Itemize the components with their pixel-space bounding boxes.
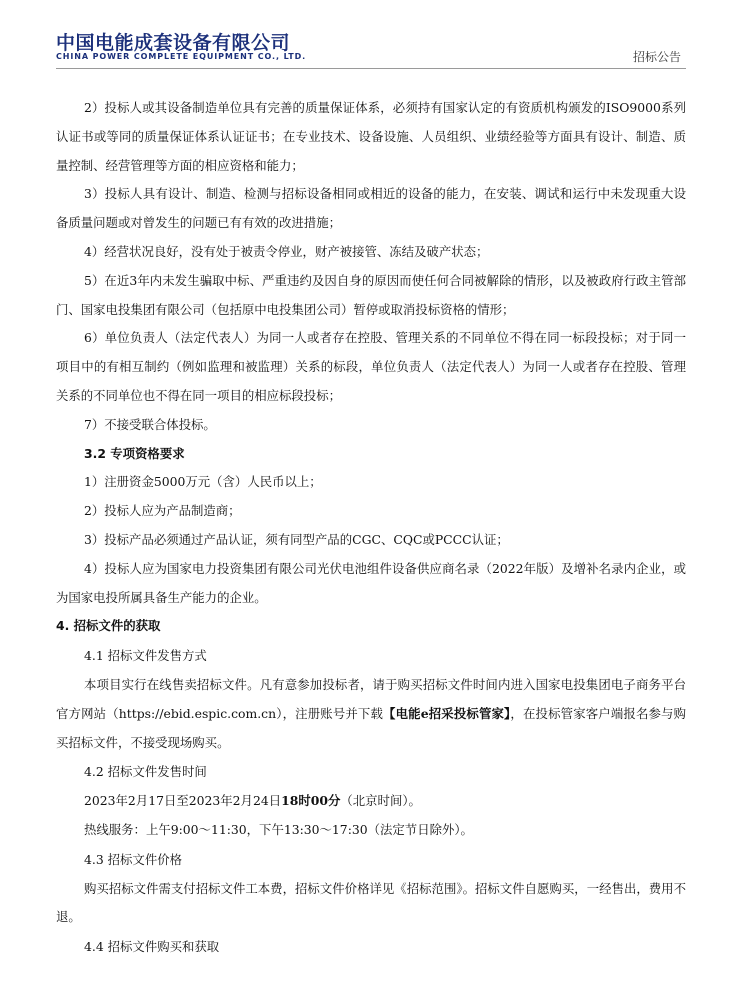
sale-deadline-time: 18时00分	[281, 793, 341, 809]
header-divider	[56, 68, 686, 69]
paragraph-item-2: 2）投标人或其设备制造单位具有完善的质量保证体系，必须持有国家认定的有资质机构颁发的ISO9000系列认证书或等同的质量保证体系认证证书；在专业技术、设备设施、人员组织、业绩经验等方面具有设计、制造、质量控制、经营管理等方面的相应资格和能力；	[56, 100, 686, 173]
paragraph-hotline: 热线服务：上午9:00～11:30，下午13:30～17:30（法定节日除外）。	[84, 821, 473, 837]
paragraph-sale-method	[56, 671, 686, 757]
qualification-item-4: 4）投标人应为国家电力投资集团有限公司光伏电池组件设备供应商名录（2022年版）及增补名录内企业，或为国家电投所属具备生产能力的企业。	[56, 560, 686, 605]
section-heading-4: 4. 招标文件的获取	[56, 618, 161, 634]
paragraph-sale-time	[56, 787, 686, 816]
section-heading-4-2: 4.2 招标文件发售时间	[84, 764, 207, 780]
page-header	[0, 0, 741, 70]
company-logo-en: CHINA POWER COMPLETE EQUIPMENT CO., LTD.	[56, 52, 307, 61]
section-heading-4-3: 4.3 招标文件价格	[84, 851, 182, 867]
qualification-item-1: 1）注册资金5000万元（含）人民币以上；	[84, 474, 322, 490]
paragraph-item-6: 6）单位负责人（法定代表人）为同一人或者存在控股、管理关系的不同单位不得在同一标段投标；对于同一项目中的有相互制约（例如监理和被监理）关系的标段，单位负责人（法定代表人）为同一人或者存在控股、管理关系的不同单位也不得在同一项目的相应标段投标；	[56, 330, 686, 403]
sale-time-zone: （北京时间）。	[340, 793, 421, 809]
paragraph-item-5: 5）在近3年内未发生骗取中标、严重违约及因自身的原因而使任何合同被解除的情形，以及被政府行政主管部门、国家电投集团有限公司（包括原中电投集团公司）暂停或取消投标资格的情形；	[56, 272, 686, 317]
paragraph-item-4: 4）经营状况良好，没有处于被责令停业，财产被接管、冻结及破产状态；	[84, 243, 489, 259]
sale-date-range: 2023年2月17日至2023年2月24日	[84, 793, 282, 809]
document-type-label: 招标公告	[632, 50, 681, 64]
section-heading-4-4: 4.4 招标文件购买和获取	[84, 939, 220, 955]
company-logo-cn: 中国电能成套设备有限公司	[56, 32, 291, 54]
paragraph-item-3: 3）投标人具有设计、制造、检测与招标设备相同或相近的设备的能力，在安装、调试和运行中未发现重大设备质量问题或对曾发生的问题已有有效的改进措施；	[56, 186, 686, 231]
bid-manager-app-name: 【电能e招采投标管家】	[383, 705, 511, 721]
section-heading-3-2: 3.2 专项资格要求	[84, 445, 185, 461]
section-heading-4-1: 4.1 招标文件发售方式	[84, 648, 207, 664]
sale-method-text: 本项目实行在线售卖招标文件。凡有意参加投标者，请于购买招标文件时间内进入国家电投集团电子商务平台官方网站（https://ebid.espic.com.cn），注册账号并下载	[56, 676, 686, 721]
paragraph-item-7: 7）不接受联合体投标。	[84, 416, 216, 432]
qualification-item-3: 3）投标产品必须通过产品认证，须有同型产品的CGC、CQC或PCCC认证；	[84, 531, 509, 547]
paragraph-price: 购买招标文件需支付招标文件工本费，招标文件价格详见《招标范围》。招标文件自愿购买，一经售出，费用不退。	[56, 880, 686, 925]
qualification-item-2: 2）投标人应为产品制造商；	[84, 503, 241, 519]
document-body	[56, 94, 686, 962]
sale-method-text-end: ，在投标管家客户端报名参与购买招标文件，不接受现场购买。	[56, 705, 687, 750]
